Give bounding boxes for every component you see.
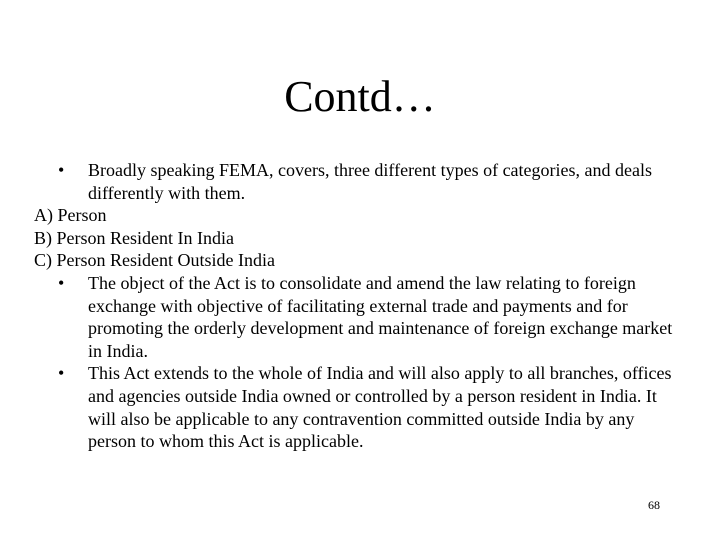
category-item: C) Person Resident Outside India: [34, 250, 275, 271]
bullet-icon: •: [58, 160, 65, 180]
bullet-icon: •: [58, 363, 65, 384]
category-item: B) Person Resident In India: [34, 227, 234, 248]
bullet-icon: •: [58, 272, 65, 293]
bullet-text: Broadly speaking FEMA, covers, three different types of categories, and deals differently with them.: [88, 160, 652, 203]
bullet-item: [34, 159, 674, 204]
slide-title: Contd…: [284, 72, 436, 121]
bullet-text: This Act extends to the whole of India and will also apply to all branches, offices and agencies outside India owned or controlled by a person resident in India. It will also be applicable to any contravention committed outside India by any person to whom this Act is applicable.: [88, 363, 672, 452]
bullet-item: [34, 362, 674, 452]
bullet-item: [34, 272, 674, 362]
page-number: 68: [648, 498, 660, 512]
bullet-text: The object of the Act is to consolidate and amend the law relating to foreign exchange with objective of facilitating external trade and payments and for promoting the orderly development and maintenance of foreign exchange market in India.: [88, 272, 673, 361]
slide-body: [34, 159, 674, 453]
category-item: A) Person: [34, 205, 107, 226]
